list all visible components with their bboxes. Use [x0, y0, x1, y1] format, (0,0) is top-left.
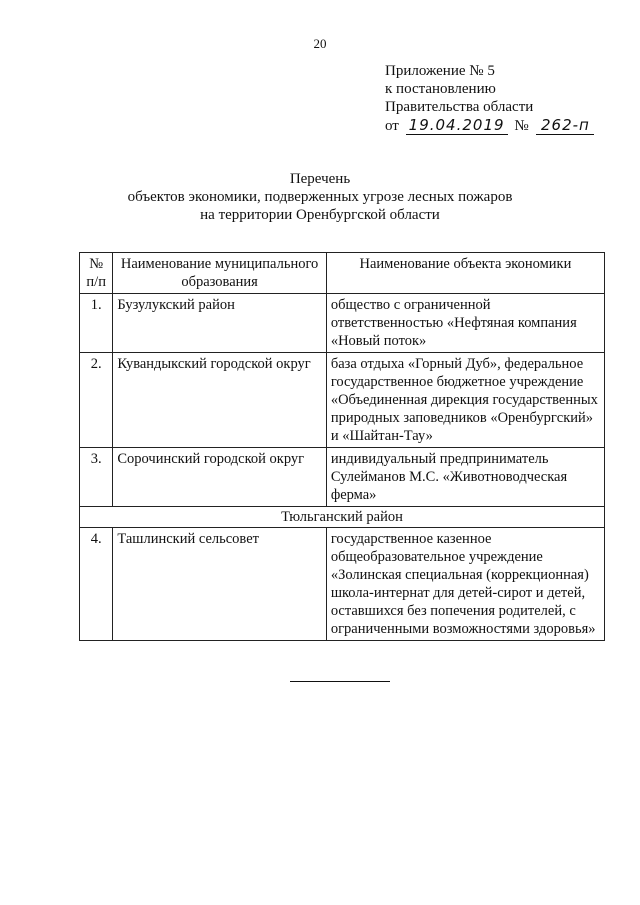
row-municipality: Сорочинский городской округ: [113, 448, 326, 507]
appendix-line-2: к постановлению: [385, 81, 496, 97]
title-line-1: Перечень: [289, 171, 351, 187]
handwritten-number: 262-п: [536, 116, 594, 135]
appendix-block: [385, 62, 594, 135]
row-object: государственное казенное общеобразовательное учреждение «Золинская специальная (коррекционная) школа-интернат для детей-сирот и детей, оставшихся без попечения родителей, с ограниченными возможностями здоровья»: [326, 528, 604, 641]
header-num: № п/п: [80, 253, 113, 294]
objects-table: [79, 252, 605, 641]
row-object: база отдыха «Горный Дуб», федеральное государственное бюджетное учреждение «Объединенная дирекция государственных природных заповедников «Оренбургский» и «Шайтан-Тау»: [326, 353, 604, 448]
footer-divider: [290, 681, 390, 682]
table-row: [80, 294, 605, 353]
section-title: Тюльганский район: [80, 507, 605, 528]
number-label: №: [514, 118, 529, 134]
table-row: [80, 353, 605, 448]
table-header-row: [80, 253, 605, 294]
row-num: 4.: [80, 528, 113, 641]
appendix-line-1: Приложение № 5: [385, 63, 495, 79]
title-line-2: объектов экономики, подверженных угрозе лесных пожаров: [127, 189, 513, 205]
appendix-date-line: [385, 116, 594, 135]
row-municipality: Ташлинский сельсовет: [113, 528, 326, 641]
table-row: [80, 528, 605, 641]
from-label: от: [385, 118, 399, 134]
document-title: [0, 170, 640, 224]
page-number: 20: [313, 36, 327, 51]
appendix-line-3: Правительства области: [385, 99, 534, 115]
row-municipality: Кувандыкский городской округ: [113, 353, 326, 448]
row-num: 1.: [80, 294, 113, 353]
handwritten-date: 19.04.2019: [406, 116, 508, 135]
header-object: Наименование объекта экономики: [326, 253, 604, 294]
table-row: [80, 448, 605, 507]
row-object: общество с ограниченной ответственностью «Нефтяная компания «Новый поток»: [326, 294, 604, 353]
title-line-3: на территории Оренбургской области: [200, 207, 440, 223]
row-municipality: Бузулукский район: [113, 294, 326, 353]
row-object: индивидуальный предприниматель Сулейманов М.С. «Животноводческая ферма»: [326, 448, 604, 507]
header-municipality: Наименование муниципального образования: [113, 253, 326, 294]
row-num: 2.: [80, 353, 113, 448]
row-num: 3.: [80, 448, 113, 507]
section-row: [80, 507, 605, 528]
